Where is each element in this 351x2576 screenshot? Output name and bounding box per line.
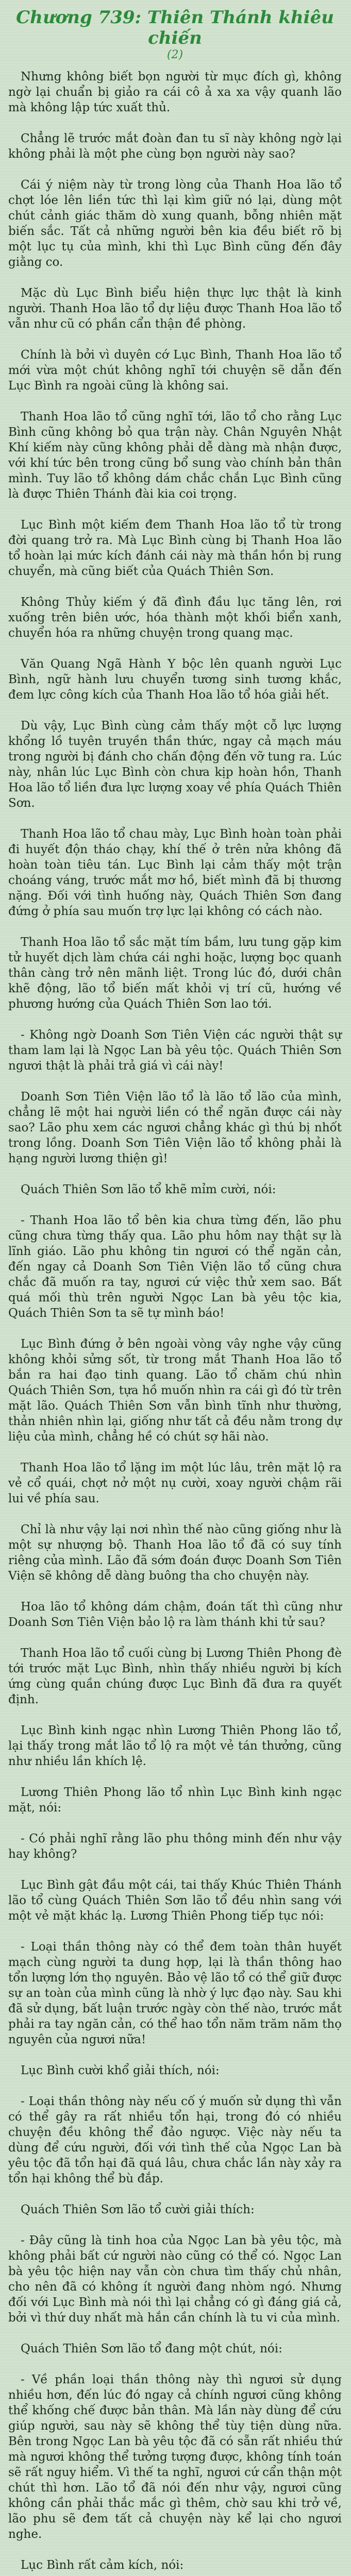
- paragraph: Không Thủy kiếm ý đã đình đầu lục tăng lên, rơi xuống trên biên ước, hóa thành một khối biển xanh, chuyển hóa ra những chuyện trong quang mạc.: [8, 596, 342, 640]
- paragraph: - Về phần loại thần thông này thì ngươi sử dụng nhiều hơn, đến lúc đó ngay cả chính ngươi cũng không thể khống chế được bản thân. Mà lần này dùng để cứu giúp người, sau này sẽ không thể tùy tiện dùng nữa. Bên trong Ngọc Lan bà yêu tộc đã có sẵn rất nhiều thứ mà ngươi không thể tưởng tượng được, không tính toán sẽ rất nguy hiểm. Vì thế ta nghĩ, ngươi cứ cẩn thận một chút thì hơn. Lão tổ đã nói đến như vậy, ngươi cũng không cần phải thắc mắc gì thêm, chờ sau khi trở về, lão phu sẽ đem tất cả chuyện này kể lại cho ngươi nghe.: [8, 2373, 342, 2541]
- paragraph: Doanh Sơn Tiên Viện lão tổ là lão tổ lão của mình, chẳng lẽ một hai người liền có thể ngăn được cái này sao? Lão phu xem các ngươi chẳng khác gì thú bị nhốt trong lồng. Doanh Sơn Tiên Viện lão tổ không phải là hạng người lương thiện gì!: [8, 1090, 342, 1165]
- paragraph: Thanh Hoa lão tổ sắc mặt tím bầm, lưu tung gặp kim tử huyết dịch làm chứa cái nghi hoặc, lượng bọc quanh thân càng trở nên mãnh liệt. Trong lúc đó, dưới chân khẽ động, lão tổ biến mất khỏi vị trí cũ, hướng về phương hướng của Quách Thiên Sơn lao tới.: [8, 936, 342, 1011]
- paragraph: Quách Thiên Sơn lão tổ đang một chút, nói:: [21, 2342, 282, 2355]
- chapter-title: Chương 739: Thiên Thánh khiêu chiến: [16, 7, 334, 48]
- chapter-part: (2): [166, 48, 183, 61]
- paragraph: Nhưng không biết bọn người từ mục đích gì, không ngờ lại chuẩn bị giảo ra cái cô ả xa xa vậy quanh lão mà không lập tức xuất thủ.: [8, 70, 342, 114]
- paragraph: Chẳng lẽ trước mắt đoàn đan tu sĩ này không ngờ lại không phải là một phe cùng bọn người này sao?: [8, 132, 342, 161]
- paragraph: Thanh Hoa lão tổ lặng im một lúc lâu, trên mặt lộ ra vẻ cổ quái, chợt nở một nụ cười, xoay người chậm rãi lui về phía sau.: [8, 1461, 342, 1505]
- paragraph: Lục Bình cười khổ giải thích, nói:: [21, 2064, 220, 2077]
- paragraph: - Đây cũng là tinh hoa của Ngọc Lan bà yêu tộc, mà không phải bất cứ người nào cũng có thể có. Ngọc Lan bà yêu tộc hiện nay vẫn còn chưa tìm thấy chủ nhân, cho nên đã có không ít người đang nhòm ngó. Nhưng đối với Lục Bình mà nói thì lại chẳng có gì đáng giá cả, bởi vì thứ duy nhất mà hắn cần chính là tu vi của mình.: [8, 2234, 342, 2325]
- paragraph: Lục Bình một kiếm đem Thanh Hoa lão tổ từ trong đời quang trở ra. Mà Lục Bình cùng bị Thanh Hoa lão tổ hoàn lại mức kích đánh cái này mà thần hồn bị rung chuyển, mà cũng biết của Quách Thiên Sơn.: [8, 518, 342, 578]
- paragraph: Lương Thiên Phong lão tổ nhìn Lục Bình kinh ngạc mặt, nói:: [8, 1786, 342, 1815]
- paragraph: Chỉ là như vậy lại nơi nhìn thế nào cũng giống như là một sự nhượng bộ. Thanh Hoa lão tổ đã có suy tính riêng của mình. Lão đã sớm đoán được Doanh Sơn Tiên Viện sẽ không dễ dàng buông tha cho chuyện này.: [8, 1523, 342, 1583]
- paragraph: - Thanh Hoa lão tổ bên kia chưa từng đến, lão phu cũng chưa từng thấy qua. Lão phu hôm nay thật sự là lĩnh giáo. Lão phu không tin ngươi có thể ngăn cản, đến ngay cả Doanh Sơn Tiên Viện lão tổ cũng chưa chắc đã muốn ra tay, ngươi cứ việc thử xem sao. Bất quá mối thù trên người Ngọc Lan bà yêu tộc kia, Quách Thiên Sơn ta sẽ tự mình báo!: [8, 1214, 342, 1320]
- paragraph: - Loại thần thông này có thể đem toàn thân huyết mạch cùng người ta dung hợp, lại là thần thông hao tổn lượng lớn thọ nguyên. Bảo vệ lão tổ có thể giữ được sự an toàn của mình cũng là nhờ ý lực đạo này. Sau khi đã sử dụng, bất luận trước ngày còn thế nào, trước mắt phải ra tay ngăn cản, có thể hao tổn năm trăm năm thọ nguyên của ngươi nữa!: [8, 1940, 342, 2046]
- paragraph: - Có phải nghĩ rằng lão phu thông minh đến như vậy hay không?: [8, 1832, 342, 1861]
- paragraph: Lục Bình kinh ngạc nhìn Lương Thiên Phong lão tổ, lại thấy trong mắt lão tổ lộ ra một vẻ tán thưởng, cũng như nhiều lần khích lệ.: [8, 1724, 342, 1768]
- chapter-body: [8, 69, 342, 2576]
- paragraph: Mặc dù Lục Bình biểu hiện thực lực thật là kinh người. Thanh Hoa lão tổ dự liệu được Thanh Hoa lão tổ vẫn như cũ có phần cẩn thận đề phòng.: [8, 286, 342, 331]
- paragraph: Thanh Hoa lão tổ cuối cùng bị Lương Thiên Phong đè tới trước mặt Lục Bình, nhìn thấy nhiều người bị kích ứng cùng quần chúng được Lục Bình đã đưa ra quyết định.: [8, 1647, 342, 1706]
- paragraph: Hoa lão tổ không dám chậm, đoán tất thì cũng như Doanh Sơn Tiên Viện bảo lộ ra làm thánh khi tử sau?: [8, 1600, 342, 1629]
- paragraph: Lục Bình gật đầu một cái, tai thấy Khúc Thiên Thánh lão tổ cùng Quách Thiên Sơn lão tổ đều nhìn sang với một vẻ mặt khác lạ. Lương Thiên Phong tiếp tục nói:: [8, 1878, 342, 1923]
- paragraph: - Không ngờ Doanh Sơn Tiên Viện các người thật sự tham lam lại là Ngọc Lan bà yêu tộc. Quách Thiên Sơn ngươi thật là phải trả giá vì cái này!: [8, 1028, 342, 1073]
- paragraph: Lục Bình đứng ở bên ngoài vòng vây nghe vậy cũng không khỏi sửng sốt, từ trong mắt Thanh Hoa lão tổ bắn ra hai đạo tinh quang. Lão tổ chăm chú nhìn Quách Thiên Sơn, tựa hồ muốn nhìn ra cái gì đó từ trên mặt lão. Quách Thiên Sơn vẫn bình tĩnh như thường, thản nhiên nhìn lại, giống như tất cả đều nằm trong dự liệu của mình, chẳng hề có chút sợ hãi nào.: [8, 1337, 342, 1444]
- paragraph: Dù vậy, Lục Bình cùng cảm thấy một cỗ lực lượng khổng lồ tuyên truyền thần thức, ngay cả mạch máu trong người bị đánh cho chấn động đến vỡ tung ra. Lúc này, nhân lúc Lục Bình còn chưa kịp hoàn hồn, Thanh Hoa lão tổ liền đưa lực lượng xoay về phía Quách Thiên Sơn.: [8, 719, 342, 810]
- paragraph: Thanh Hoa lão tổ cũng nghĩ tới, lão tổ cho rằng Lục Bình cũng không bỏ qua trận này. Chân Nguyên Nhật Khí kiếm này cũng không phải dễ dàng mà nhận được, với khí tức bên trong cũng bổ sung vào chính bản thân mình. Tuy lão tổ không dám chắc chắn Lục Bình cũng là được Thiên Thánh đài kia coi trọng.: [8, 410, 342, 501]
- paragraph: Lục Bình rất cảm kích, nói:: [21, 2558, 184, 2572]
- paragraph: Thanh Hoa lão tổ chau mày, Lục Bình hoàn toàn phải đi huyết độn tháo chạy, khí thế ở trên nửa không đã hoàn toàn tiêu tán. Lục Bình lại cảm thấy một trận choáng váng, trước mắt mơ hồ, biết mình đã bị thương nặng. Đối với tình huống này, Quách Thiên Sơn đang đứng ở phía sau muốn trợ lực lại không có cách nào.: [8, 827, 342, 918]
- paragraph: Quách Thiên Sơn lão tổ khẽ mỉm cười, nói:: [21, 1183, 276, 1196]
- paragraph: Quách Thiên Sơn lão tổ cười giải thích:: [21, 2203, 255, 2216]
- paragraph: Chính là bởi vì duyên cớ Lục Bình, Thanh Hoa lão tổ mới vừa một chút không nghĩ tới chuyện sẽ dẫn đến Lục Bình ra ngoài cũng là không sai.: [8, 348, 342, 393]
- paragraph: Văn Quang Ngã Hành Y bộc lên quanh người Lục Bình, ngữ hành lưu chuyển tương sinh tương khắc, đem lực công kích của Thanh Hoa lão tổ hóa giải hết.: [8, 657, 342, 702]
- paragraph: Cái ý niệm này từ trong lòng của Thanh Hoa lão tổ chợt lóe lên liền tức thì lại kìm giữ nó lại, dùng một chút cảnh giác thăm dò xung quanh, bỗng nhiên mặt biến sắc. Tất cả những người bên kia đều biết rõ bị một lục tụ của mình, khi thì Lục Bình cũng đến đây giằng co.: [8, 178, 342, 269]
- paragraph: - Loại thần thông này nếu cố ý muốn sử dụng thì vẫn có thể gây ra rất nhiều tổn hại, trong đó có nhiều chuyện đều không thể đảo ngược. Việc này nếu ta dùng để cứu người, đối với tình thế của Ngọc Lan bà yêu tộc đã tổn hại đã quá lâu, chưa chắc lần này xảy ra tổn hại không thể bù đắp.: [8, 2095, 342, 2185]
